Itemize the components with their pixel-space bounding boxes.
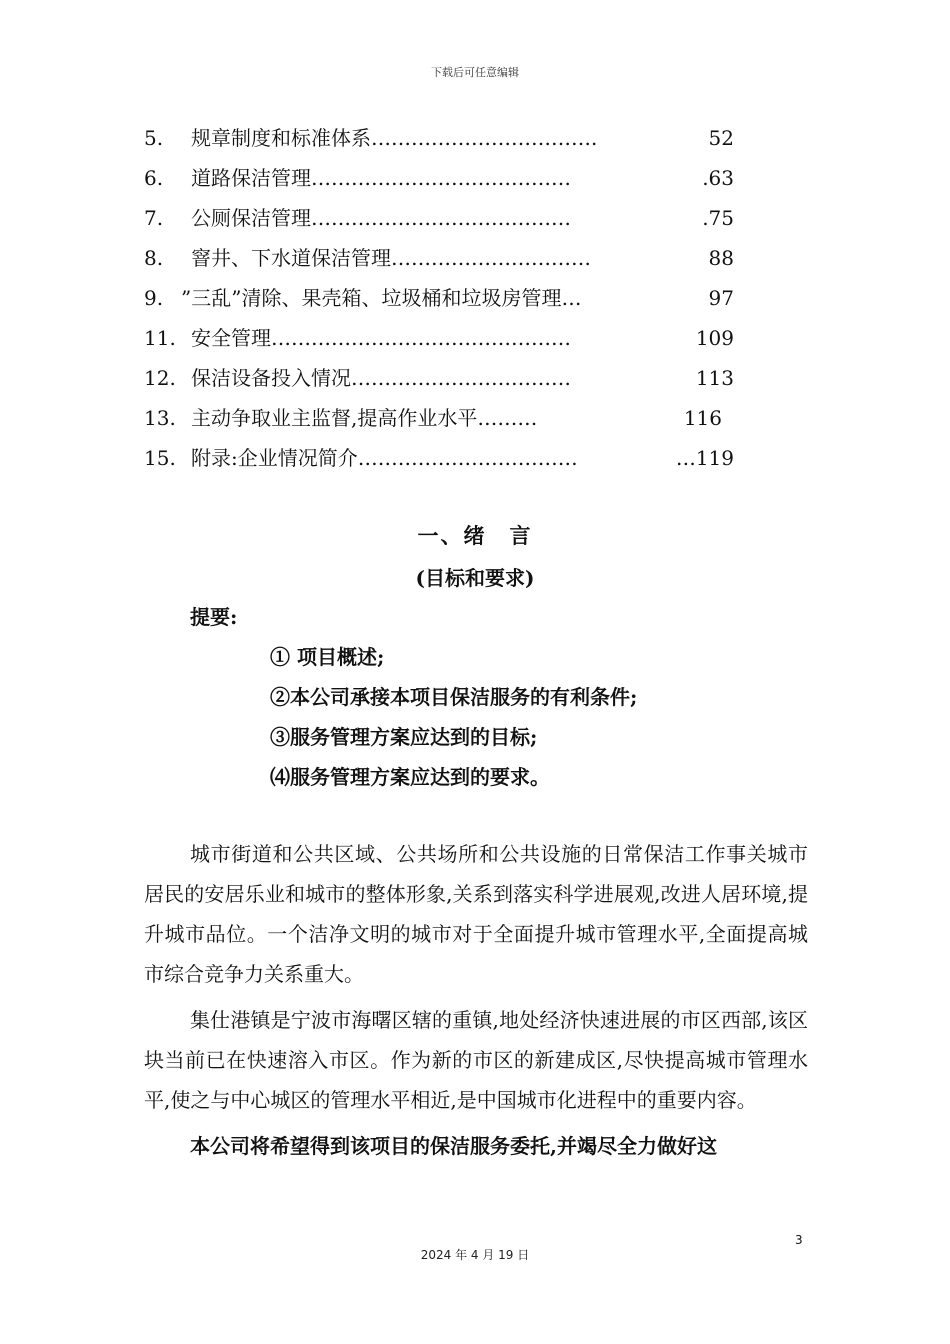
toc-title: 公厕保洁管理………………………………… xyxy=(191,206,571,230)
summary-item: ① 项目概述; xyxy=(270,645,385,669)
body-text xyxy=(144,834,808,1172)
toc-page: 97 xyxy=(708,286,734,310)
toc-title: 安全管理……………………………………… xyxy=(191,326,571,350)
toc-page: …119 xyxy=(675,446,734,470)
toc-page: 109 xyxy=(695,326,734,350)
paragraph: 集仕港镇是宁波市海曙区辖的重镇,地处经济快速进展的市区西部,该区块当前已在快速溶入市区。作为新的市区的新建成区,尽快提高城市管理水平,使之与中心城区的管理水平相近,是中国城市化进程中的重要内容。 xyxy=(144,1008,808,1112)
section-subtitle: (目标和要求) xyxy=(415,566,535,590)
toc-entry xyxy=(144,198,744,238)
toc-title: 附录:企业情况简介…………………………… xyxy=(191,446,578,470)
paragraph-bold: 本公司将希望得到该项目的保洁服务委托,并竭尽全力做好这 xyxy=(190,1134,717,1158)
toc-title: 保洁设备投入情况…………………………… xyxy=(191,366,571,390)
toc-title: ”三乱”清除、果壳箱、垃圾桶和垃圾房管理… xyxy=(181,286,582,310)
toc-number: 5. xyxy=(144,126,164,150)
toc-number: 7. xyxy=(144,206,164,230)
section-title: 一、绪 言 xyxy=(417,523,533,548)
table-of-contents xyxy=(144,118,744,478)
toc-entry xyxy=(144,158,744,198)
toc-number: 15. xyxy=(144,446,176,470)
toc-page: 88 xyxy=(708,246,734,270)
page-number: 3 xyxy=(795,1233,803,1247)
toc-entry xyxy=(144,118,744,158)
toc-entry xyxy=(144,278,744,318)
page-header: 下载后可任意编辑 xyxy=(431,66,519,79)
toc-number: 6. xyxy=(144,166,164,190)
summary-label: 提要: xyxy=(190,605,238,629)
toc-number: 12. xyxy=(144,366,176,390)
toc-title: 窨井、下水道保洁管理………………………… xyxy=(191,246,591,270)
toc-entry xyxy=(144,398,744,438)
toc-entry xyxy=(144,318,744,358)
toc-number: 13. xyxy=(144,406,176,430)
toc-page: .63 xyxy=(702,166,734,190)
toc-title: 主动争取业主监督,提高作业水平……… xyxy=(191,406,538,430)
summary-item: ⑷服务管理方案应达到的要求。 xyxy=(270,765,550,789)
toc-page: 52 xyxy=(708,126,734,150)
toc-title: 规章制度和标准体系……………………………. xyxy=(191,126,598,150)
toc-number: 8. xyxy=(144,246,164,270)
toc-page: .75 xyxy=(702,206,734,230)
toc-title: 道路保洁管理………………………………… xyxy=(191,166,571,190)
toc-entry xyxy=(144,358,744,398)
toc-number: 11. xyxy=(144,326,176,350)
toc-entry xyxy=(144,238,744,278)
toc-page: 116 xyxy=(683,406,722,430)
toc-number: 9. xyxy=(144,286,164,310)
paragraph: 城市街道和公共区域、公共场所和公共设施的日常保洁工作事关城市居民的安居乐业和城市的整体形象,关系到落实科学进展观,改进人居环境,提升城市品位。一个洁净文明的城市对于全面提升城市管理水平,全面提高城市综合竞争力关系重大。 xyxy=(144,842,808,986)
summary-item: ②本公司承接本项目保洁服务的有利条件; xyxy=(270,685,638,709)
toc-page: 113 xyxy=(695,366,734,390)
page-footer-date: 2024 年 4 月 19 日 xyxy=(420,1248,530,1262)
summary-list xyxy=(270,637,637,797)
toc-entry xyxy=(144,438,744,478)
summary-item: ③服务管理方案应达到的目标; xyxy=(270,725,538,749)
